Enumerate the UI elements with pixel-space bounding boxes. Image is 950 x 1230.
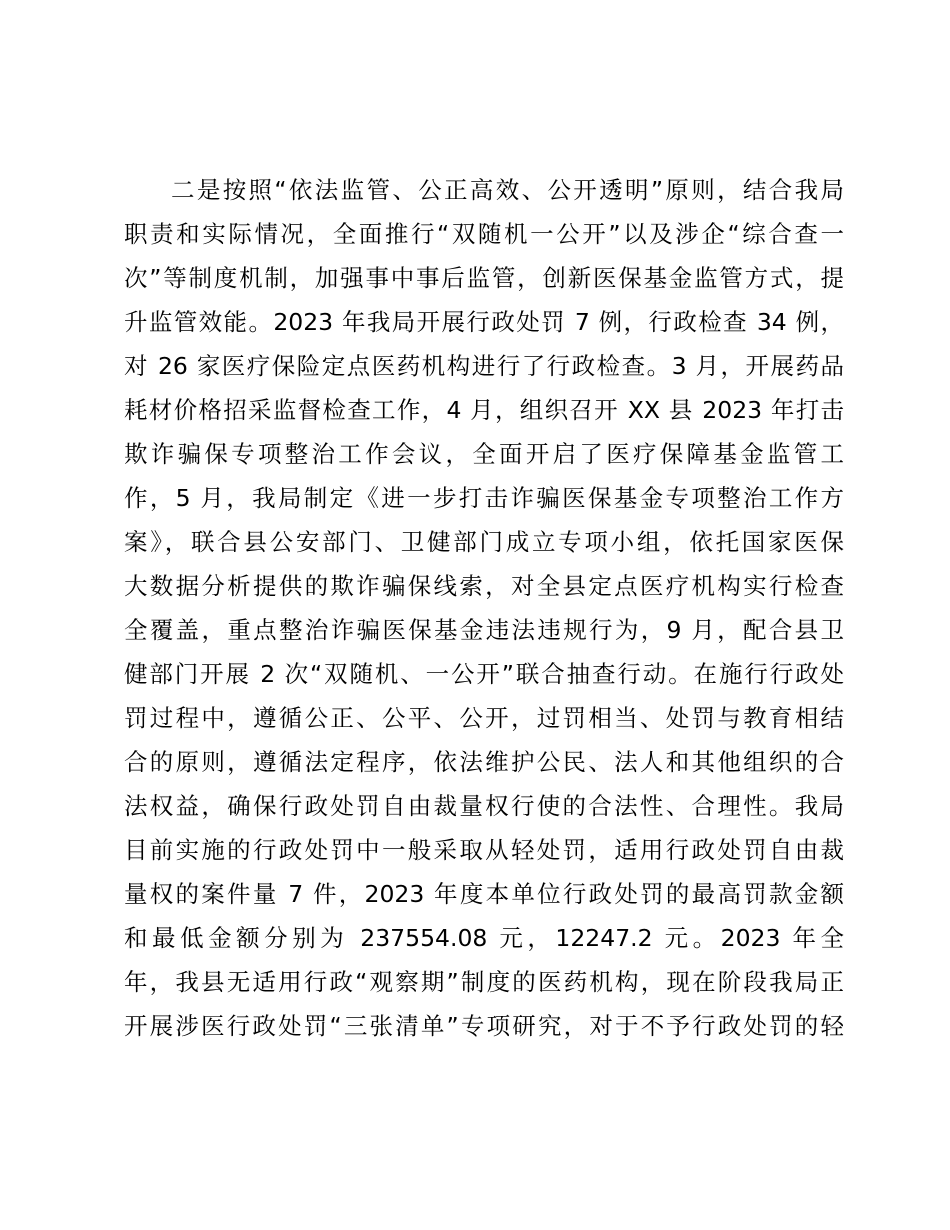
paragraph-line: 二是按照“依法监管、公正高效、公开透明”原则，结合我局 bbox=[171, 176, 844, 204]
paragraph-line: 年，我县无适用行政“观察期”制度的医药机构，现在阶段我局正 bbox=[124, 968, 844, 996]
paragraph-line: 欺诈骗保专项整治工作会议，全面开启了医疗保障基金监管工 bbox=[124, 440, 844, 468]
paragraph-line: 量权的案件量 7 件，2023 年度本单位行政处罚的最高罚款金额 bbox=[124, 880, 844, 908]
paragraph-line: 对 26 家医疗保险定点医药机构进行了行政检查。3 月，开展药品 bbox=[124, 352, 844, 380]
paragraph-line: 开展涉医行政处罚“三张清单”专项研究，对于不予行政处罚的轻 bbox=[124, 1012, 844, 1040]
paragraph-line: 法权益，确保行政处罚自由裁量权行使的合法性、合理性。我局 bbox=[124, 792, 844, 820]
paragraph-line: 职责和实际情况，全面推行“双随机一公开”以及涉企“综合查一 bbox=[124, 220, 844, 248]
body-paragraph bbox=[124, 168, 844, 1048]
paragraph-line: 罚过程中，遵循公正、公平、公开，过罚相当、处罚与教育相结 bbox=[124, 704, 844, 732]
paragraph-line: 大数据分析提供的欺诈骗保线索，对全县定点医疗机构实行检查 bbox=[124, 572, 844, 600]
paragraph-line: 和最低金额分别为 237554.08 元，12247.2 元。2023 年全 bbox=[124, 924, 844, 952]
paragraph-line: 目前实施的行政处罚中一般采取从轻处罚，适用行政处罚自由裁 bbox=[124, 836, 844, 864]
paragraph-line: 健部门开展 2 次“双随机、一公开”联合抽查行动。在施行行政处 bbox=[124, 660, 844, 688]
paragraph-line: 案》，联合县公安部门、卫健部门成立专项小组，依托国家医保 bbox=[124, 528, 844, 556]
paragraph-line: 全覆盖，重点整治诈骗医保基金违法违规行为，9 月，配合县卫 bbox=[124, 616, 844, 644]
paragraph-line: 合的原则，遵循法定程序，依法维护公民、法人和其他组织的合 bbox=[124, 748, 844, 776]
paragraph-line: 作，5 月，我局制定《进一步打击诈骗医保基金专项整治工作方 bbox=[124, 484, 844, 512]
paragraph-line: 次”等制度机制，加强事中事后监管，创新医保基金监管方式，提 bbox=[124, 264, 844, 292]
paragraph-line: 耗材价格招采监督检查工作，4 月，组织召开 XX 县 2023 年打击 bbox=[124, 396, 844, 424]
paragraph-line: 升监管效能。2023 年我局开展行政处罚 7 例，行政检查 34 例， bbox=[124, 308, 844, 336]
